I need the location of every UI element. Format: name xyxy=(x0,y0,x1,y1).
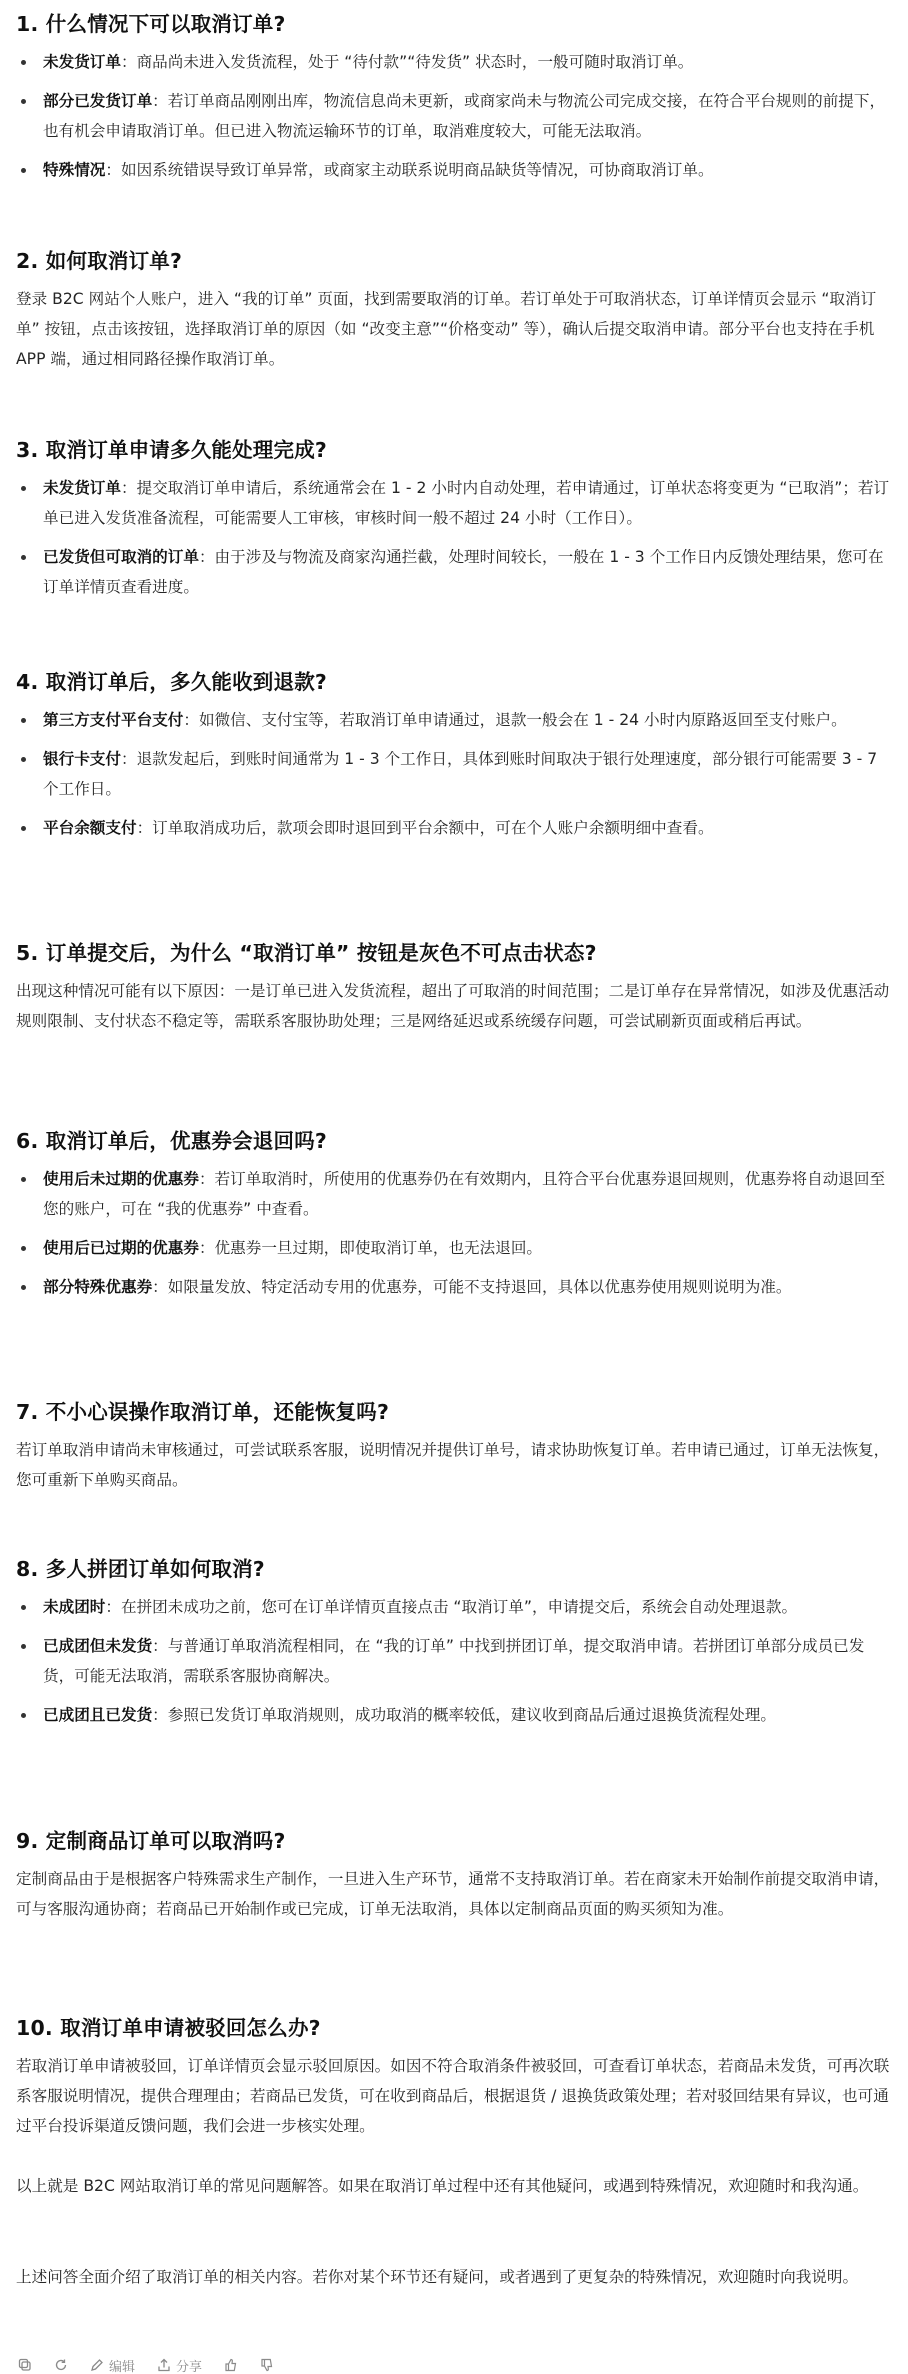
list-item: 未发货订单：提交取消订单申请后，系统通常会在 1 - 2 小时内自动处理，若申请通过，订单状态将变更为 “已取消”；若订单已进入发货准备流程，可能需要人工审核，审核时间一般不超过 24 小时（工作日）。 xyxy=(16,473,894,533)
section-title: 2. 如何取消订单? xyxy=(16,249,183,273)
list-item: 平台余额支付：订单取消成功后，款项会即时退回到平台余额中，可在个人账户余额明细中查看。 xyxy=(16,813,894,843)
share-button[interactable] xyxy=(157,2356,202,2374)
section-title: 7. 不小心误操作取消订单，还能恢复吗? xyxy=(16,1400,390,1424)
list-item: 部分特殊优惠券：如限量发放、特定活动专用的优惠券，可能不支持退回，具体以优惠券使用规则说明为准。 xyxy=(16,1272,894,1302)
section-title: 6. 取消订单后，优惠券会退回吗? xyxy=(16,1129,327,1153)
faq-section-1 xyxy=(16,10,894,194)
list-item: 银行卡支付：退款发起后，到账时间通常为 1 - 3 个工作日，具体到账时间取决于银行处理速度，部分银行可能需要 3 - 7 个工作日。 xyxy=(16,744,894,804)
list-item: 已发货但可取消的订单：由于涉及与物流及商家沟通拦截，处理时间较长，一般在 1 - 3 个工作日内反馈处理结果，您可在订单详情页查看进度。 xyxy=(16,542,894,602)
section-paragraph: 若取消订单申请被驳回，订单详情页会显示驳回原因。如因不符合取消条件被驳回，可查看订单状态，若商品未发货，可再次联系客服说明情况，提供合理理由；若商品已发货，可在收到商品后，根据退货 / 退换货政策处理；若对驳回结果有异议，也可通过平台投诉渠道反馈问题，我们会进一步核实处理。 xyxy=(16,2057,890,2135)
regenerate-button[interactable] xyxy=(54,2358,68,2372)
faq-section-6 xyxy=(16,1127,894,1311)
list-item: 部分已发货订单：若订单商品刚刚出库，物流信息尚未更新，或商家尚未与物流公司完成交接，在符合平台规则的前提下，也有机会申请取消订单。但已进入物流运输环节的订单，取消难度较大，可能无法取消。 xyxy=(16,86,894,146)
section-title: 1. 什么情况下可以取消订单? xyxy=(16,12,286,36)
thumbs-up-icon xyxy=(224,2358,238,2372)
faq-section-4 xyxy=(16,668,894,852)
faq-section-2 xyxy=(16,247,894,374)
closing-note-1 xyxy=(16,2171,894,2201)
faq-section-10 xyxy=(16,2014,894,2141)
faq-section-5 xyxy=(16,939,894,1036)
section-title: 10. 取消订单申请被驳回怎么办? xyxy=(16,2016,321,2040)
section-paragraph: 登录 B2C 网站个人账户，进入 “我的订单” 页面，找到需要取消的订单。若订单处于可取消状态，订单详情页会显示 “取消订单” 按钮，点击该按钮，选择取消订单的原因（如 “改变主意”“价格变动” 等），确认后提交取消申请。部分平台也支持在手机 APP 端，通过相同路径操作取消订单。 xyxy=(16,290,877,368)
copy-icon xyxy=(18,2358,32,2372)
section-title: 5. 订单提交后，为什么 “取消订单” 按钮是灰色不可点击状态? xyxy=(16,941,597,965)
closing-paragraph: 上述问答全面介绍了取消订单的相关内容。若你对某个环节还有疑问，或者遇到了更复杂的特殊情况，欢迎随时向我说明。 xyxy=(16,2268,859,2286)
closing-paragraph: 以上就是 B2C 网站取消订单的常见问题解答。如果在取消订单过程中还有其他疑问，或遇到特殊情况，欢迎随时和我沟通。 xyxy=(16,2177,869,2195)
faq-section-9 xyxy=(16,1827,894,1924)
copy-button[interactable] xyxy=(18,2358,32,2372)
section-paragraph: 定制商品由于是根据客户特殊需求生产制作，一旦进入生产环节，通常不支持取消订单。若在商家未开始制作前提交取消申请，可与客服沟通协商；若商品已开始制作或已完成，订单无法取消，具体以定制商品页面的购买须知为准。 xyxy=(16,1870,890,1918)
edit-label: 编辑 xyxy=(109,2359,136,2374)
faq-section-8 xyxy=(16,1555,894,1739)
edit-button[interactable] xyxy=(90,2356,135,2374)
closing-note-2 xyxy=(16,2262,894,2292)
dislike-button[interactable] xyxy=(260,2358,274,2372)
like-button[interactable] xyxy=(224,2358,238,2372)
section-title: 9. 定制商品订单可以取消吗? xyxy=(16,1829,286,1853)
list-item: 已成团且已发货：参照已发货订单取消规则，成功取消的概率较低，建议收到商品后通过退换货流程处理。 xyxy=(16,1700,894,1730)
list-item: 第三方支付平台支付：如微信、支付宝等，若取消订单申请通过，退款一般会在 1 - 24 小时内原路返回至支付账户。 xyxy=(16,705,894,735)
faq-section-3 xyxy=(16,436,894,611)
list-item: 未发货订单：商品尚未进入发货流程，处于 “待付款”“待发货” 状态时，一般可随时取消订单。 xyxy=(16,47,894,77)
list-item: 使用后未过期的优惠券：若订单取消时，所使用的优惠券仍在有效期内，且符合平台优惠券退回规则，优惠券将自动退回至您的账户，可在 “我的优惠券” 中查看。 xyxy=(16,1164,894,1224)
list-item: 未成团时：在拼团未成功之前，您可在订单详情页直接点击 “取消订单”，申请提交后，系统会自动处理退款。 xyxy=(16,1592,894,1622)
list-item: 特殊情况：如因系统错误导致订单异常，或商家主动联系说明商品缺货等情况，可协商取消订单。 xyxy=(16,155,894,185)
section-title: 3. 取消订单申请多久能处理完成? xyxy=(16,438,327,462)
refresh-icon xyxy=(54,2358,68,2372)
section-paragraph: 出现这种情况可能有以下原因：一是订单已进入发货流程，超出了可取消的时间范围；二是订单存在异常情况，如涉及优惠活动规则限制、支付状态不稳定等，需联系客服协助处理；三是网络延迟或系统缓存问题，可尝试刷新页面或稍后再试。 xyxy=(16,982,890,1030)
list-item: 使用后已过期的优惠券：优惠券一旦过期，即使取消订单，也无法退回。 xyxy=(16,1233,894,1263)
thumbs-down-icon xyxy=(260,2358,274,2372)
share-label: 分享 xyxy=(176,2359,203,2374)
share-icon xyxy=(157,2358,171,2372)
list-item: 已成团但未发货：与普通订单取消流程相同，在 “我的订单” 中找到拼团订单，提交取消申请。若拼团订单部分成员已发货，可能无法取消，需联系客服协商解决。 xyxy=(16,1631,894,1691)
section-paragraph: 若订单取消申请尚未审核通过，可尝试联系客服，说明情况并提供订单号，请求协助恢复订单。若申请已通过，订单无法恢复，您可重新下单购买商品。 xyxy=(16,1441,890,1489)
message-action-toolbar xyxy=(18,2356,274,2374)
section-title: 8. 多人拼团订单如何取消? xyxy=(16,1557,265,1581)
edit-icon xyxy=(90,2358,104,2372)
section-title: 4. 取消订单后，多久能收到退款? xyxy=(16,670,327,694)
faq-section-7 xyxy=(16,1398,894,1495)
